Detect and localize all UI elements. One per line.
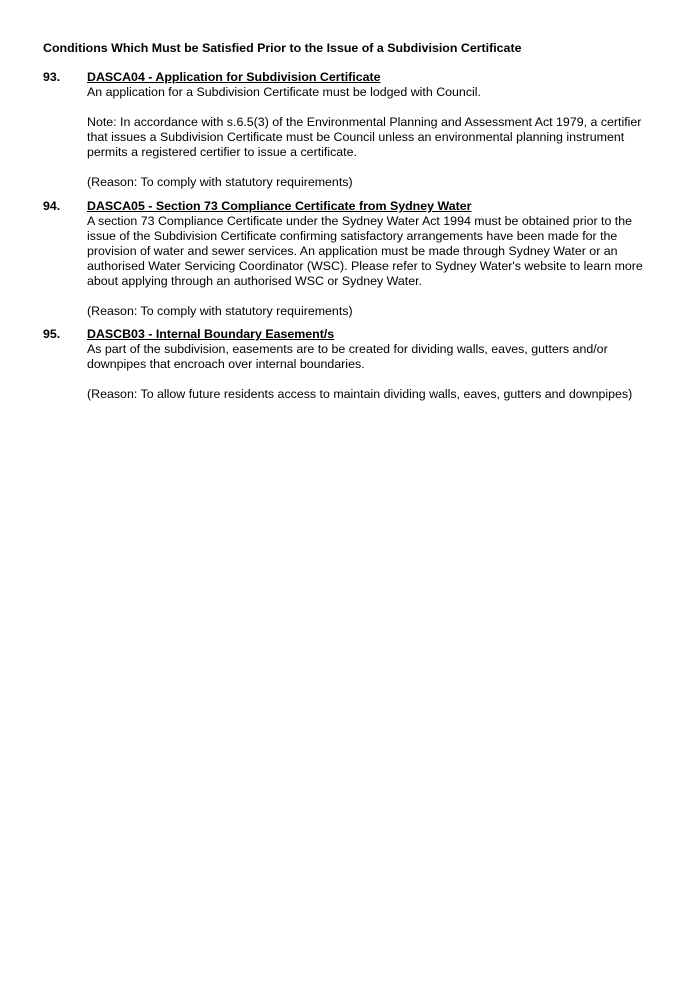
condition-body [87,199,643,319]
section-heading: Conditions Which Must be Satisfied Prior to the Issue of a Subdivision Certificate [43,41,522,55]
condition-reason: (Reason: To comply with statutory requirements) [87,175,353,189]
condition-title: DASCB03 - Internal Boundary Easement/s [87,327,335,341]
condition-reason: (Reason: To allow future residents access to maintain dividing walls, eaves, gutters and downpipes) [87,387,633,401]
condition-body [87,70,643,190]
condition-note: Note: In accordance with s.6.5(3) of the Environmental Planning and Assessment Act 1979, a certifier that issues a Subdivision Certificate must be Council unless an environmental planning instrument permits a registered certifier to issue a certificate. [87,115,642,159]
condition-title: DASCA05 - Section 73 Compliance Certificate from Sydney Water [87,199,472,213]
condition-reason: (Reason: To comply with statutory requirements) [87,304,353,318]
condition-title: DASCA04 - Application for Subdivision Certificate [87,70,381,84]
condition-paragraph: As part of the subdivision, easements are to be created for dividing walls, eaves, gutters and/or downpipes that encroach over internal boundaries. [87,342,608,371]
condition-paragraph: An application for a Subdivision Certificate must be lodged with Council. [87,85,481,99]
condition-number: 94. [43,199,61,213]
condition-number: 95. [43,327,61,341]
condition-body [87,327,643,402]
condition-paragraph: A section 73 Compliance Certificate under the Sydney Water Act 1994 must be obtained prior to the issue of the Subdivision Certificate confirming satisfactory arrangements have been made for the provision of water and sewer services. An application must be made through Sydney Water or an authorised Water Servicing Coordinator (WSC). Please refer to Sydney Water's website to learn more about applying through an authorised WSC or Sydney Water. [87,214,643,288]
condition-number: 93. [43,70,61,84]
